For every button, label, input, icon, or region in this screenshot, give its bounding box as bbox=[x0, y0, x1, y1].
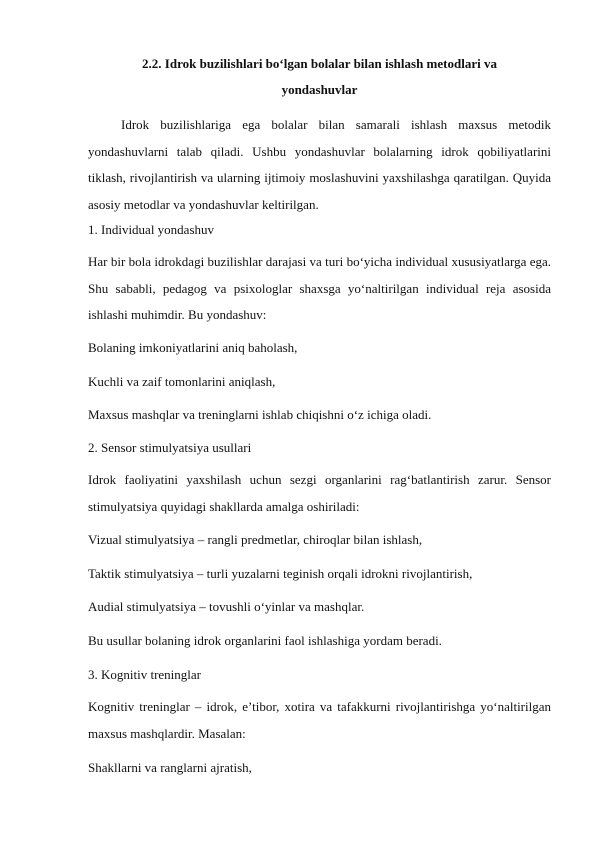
list-item: Kuchli va zaif tomonlarini aniqlash, bbox=[88, 374, 276, 389]
list-item: Taktik stimulyatsiya – turli yuzalarni teginish orqali idrokni rivojlantirish, bbox=[88, 566, 473, 581]
subsection-heading-2: 2. Sensor stimulyatsiya usullari bbox=[88, 440, 252, 455]
intro-paragraph: Idrok buzilishlariga ega bolalar bilan samarali ishlash maxsus metodik yondashuvlarni talab qiladi. Ushbu yondashuvlar bolalarning idrok qobiliyatlarini tiklash, rivojlantirish va ularning ijtimoiy moslashuvini yaxshilashga qaratilgan. Quyida asosiy metodlar va yondashuvlar keltirilgan. bbox=[88, 117, 551, 212]
list-item: Maxsus mashqlar va treninglarni ishlab chiqishni o‘z ichiga oladi. bbox=[88, 407, 432, 422]
section-title-line-1: 2.2. Idrok buzilishlari bo‘lgan bolalar bilan ishlash metodlari va bbox=[142, 56, 497, 71]
list-item: Shakllarni va ranglarni ajratish, bbox=[88, 760, 252, 775]
subsection-text-2: Idrok faoliyatini yaxshilash uchun sezgi organlarini rag‘batlantirish zarur. Sensor stimulyatsiya quyidagi shakllarda amalga oshiriladi: bbox=[88, 472, 551, 514]
subsection-closing: Bu usullar bolaning idrok organlarini faol ishlashiga yordam beradi. bbox=[88, 633, 442, 648]
list-item: Audial stimulyatsiya – tovushli o‘yinlar va mashqlar. bbox=[88, 599, 365, 614]
subsection-heading-1: 1. Individual yondashuv bbox=[88, 222, 215, 237]
subsection-heading-3: 3. Kognitiv treninglar bbox=[88, 667, 202, 682]
list-item: Bolaning imkoniyatlarini aniq baholash, bbox=[88, 340, 298, 355]
list-item: Vizual stimulyatsiya – rangli predmetlar, chiroqlar bilan ishlash, bbox=[88, 532, 423, 547]
subsection-text-1: Har bir bola idrokdagi buzilishlar darajasi va turi bo‘yicha individual xususiyatlarga ega. Shu sababli, pedagog va psixologlar shaxsga yo‘naltirilgan individual reja asosida ishlashi muhimdir. Bu yondashuv: bbox=[88, 254, 551, 322]
subsection-text-3: Kognitiv treninglar – idrok, e’tibor, xotira va tafakkurni rivojlantirishga yo‘naltirilgan maxsus mashqlardir. Masalan: bbox=[88, 699, 551, 741]
section-title-line-2: yondashuvlar bbox=[281, 82, 358, 97]
